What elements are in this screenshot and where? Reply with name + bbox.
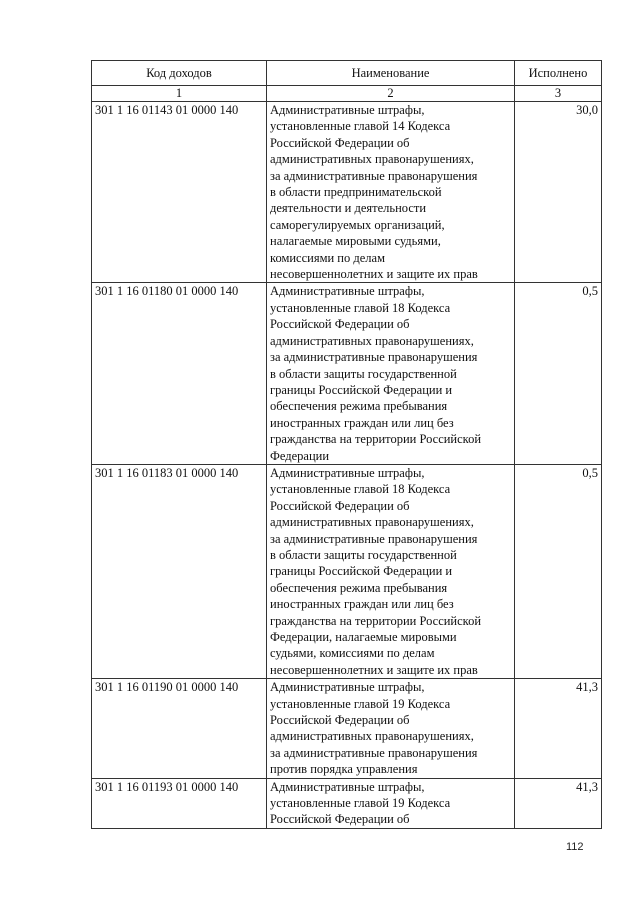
row-name: Административные штрафы, установленные главой 14 Кодекса Российской Федерации об административных правонарушениях, за административные правонарушения в области предпринимательской деятельности и деятельности саморегулируемых организаций, налагаемые мировыми судьями, комиссиями по делам несовершеннолетних и защите их прав xyxy=(267,102,515,283)
table-row xyxy=(92,464,602,678)
row-name: Административные штрафы, установленные главой 19 Кодекса Российской Федерации об административных правонарушениях, за административные правонарушения против порядка управления xyxy=(267,679,515,778)
row-code: 301 1 16 01190 01 0000 140 xyxy=(92,679,267,778)
row-code: 301 1 16 01183 01 0000 140 xyxy=(92,464,267,678)
row-code: 301 1 16 01143 01 0000 140 xyxy=(92,102,267,283)
row-value: 0,5 xyxy=(515,464,602,678)
row-value: 41,3 xyxy=(515,679,602,778)
table-row xyxy=(92,283,602,464)
row-code: 301 1 16 01193 01 0000 140 xyxy=(92,778,267,828)
column-number-row xyxy=(92,86,602,102)
row-name: Административные штрафы, установленные главой 18 Кодекса Российской Федерации об административных правонарушениях, за административные правонарушения в области защиты государственной границы Российской Федерации и обеспечения режима пребывания иностранных граждан или лиц без гражданства на территории Российской Федерации xyxy=(267,283,515,464)
page-number: 112 xyxy=(566,841,584,853)
header-code: Код доходов xyxy=(92,61,267,86)
row-value: 0,5 xyxy=(515,283,602,464)
row-value: 41,3 xyxy=(515,778,602,828)
revenue-table xyxy=(91,60,602,829)
column-number-1: 1 xyxy=(92,86,267,102)
column-number-2: 2 xyxy=(267,86,515,102)
row-name: Административные штрафы, установленные главой 18 Кодекса Российской Федерации об административных правонарушениях, за административные правонарушения в области защиты государственной границы Российской Федерации и обеспечения режима пребывания иностранных граждан или лиц без гражданства на территории Российской Федерации, налагаемые мировыми судьями, комиссиями по делам несовершеннолетних и защите их прав xyxy=(267,464,515,678)
row-value: 30,0 xyxy=(515,102,602,283)
table-row xyxy=(92,778,602,828)
row-name: Административные штрафы, установленные главой 19 Кодекса Российской Федерации об xyxy=(267,778,515,828)
row-code: 301 1 16 01180 01 0000 140 xyxy=(92,283,267,464)
table-row xyxy=(92,102,602,283)
table-row xyxy=(92,679,602,778)
header-name: Наименование xyxy=(267,61,515,86)
header-executed: Исполнено xyxy=(515,61,602,86)
table-header-row xyxy=(92,61,602,86)
column-number-3: 3 xyxy=(515,86,602,102)
